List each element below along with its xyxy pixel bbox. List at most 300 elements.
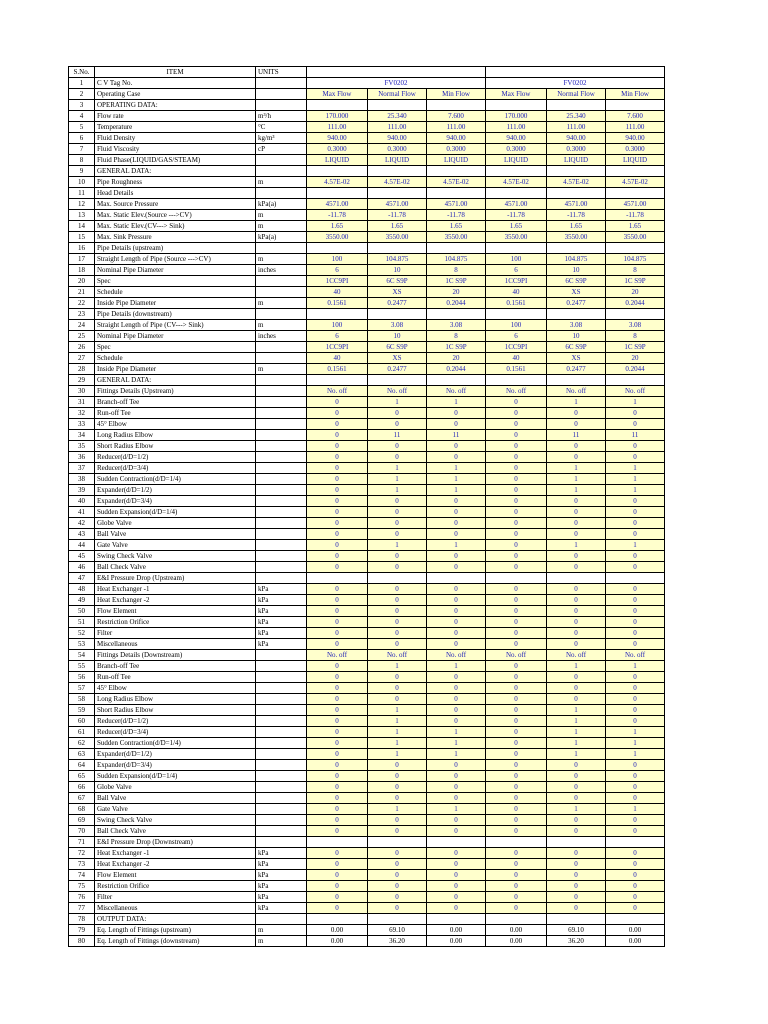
units-cell [256,672,307,683]
row-number-cell: 21 [69,287,95,298]
item-cell: Short Radius Elbow [95,441,256,452]
item-cell: Run-off Tee [95,672,256,683]
value-cell: 0 [427,892,486,903]
table-row [69,848,665,859]
section-row [69,573,665,584]
value-cell: 0 [486,540,547,551]
units-cell: m [256,254,307,265]
value-cell: 0 [427,419,486,430]
value-cell: 0 [427,452,486,463]
value-cell: 0 [547,859,606,870]
value-cell: 1C S9P [427,342,486,353]
row-number-cell: 68 [69,804,95,815]
value-cell: 0 [547,628,606,639]
value-cell: 0.2477 [368,298,427,309]
row-number-cell: 64 [69,760,95,771]
value-cell: 104.875 [427,254,486,265]
value-cell: 1 [606,397,665,408]
value-cell: No. off [606,386,665,397]
value-cell: 0.00 [307,936,368,947]
value-cell: 0 [368,584,427,595]
value-cell: 36.20 [547,936,606,947]
table-row [69,254,665,265]
table-row [69,804,665,815]
units-cell: m [256,210,307,221]
value-cell: 0 [307,485,368,496]
units-cell [256,496,307,507]
table-row [69,419,665,430]
value-cell: 1C S9P [606,342,665,353]
value-cell: 0 [547,452,606,463]
value-cell: 0 [486,408,547,419]
value-cell: 0.1561 [486,298,547,309]
value-cell: 0 [547,782,606,793]
units-cell [256,452,307,463]
row-number-cell: 37 [69,463,95,474]
value-cell: 0 [606,529,665,540]
item-cell: Long Radius Elbow [95,430,256,441]
value-cell: 0 [486,694,547,705]
value-cell: 0 [427,606,486,617]
units-cell: kPa [256,881,307,892]
row-number-cell: 4 [69,111,95,122]
value-cell: 1 [427,474,486,485]
value-cell: 0 [547,617,606,628]
value-cell: 0 [486,782,547,793]
value-cell: 940.00 [307,133,368,144]
value-cell: 1 [368,397,427,408]
units-cell [256,749,307,760]
value-cell: 111.00 [368,122,427,133]
empty-value-cell [427,837,486,848]
units-cell [256,243,307,254]
value-cell: 0 [307,639,368,650]
table-row [69,639,665,650]
value-cell: 0.3000 [486,144,547,155]
header-case-group-2 [486,67,665,78]
value-cell: 1CC9PI [486,276,547,287]
units-cell [256,914,307,925]
value-cell: 3.08 [606,320,665,331]
value-cell: 0 [307,881,368,892]
row-number-cell: 60 [69,716,95,727]
table-row [69,694,665,705]
table-row [69,628,665,639]
empty-value-cell [606,573,665,584]
row-number-cell: 17 [69,254,95,265]
value-cell: 0 [547,815,606,826]
value-cell: XS [368,353,427,364]
empty-value-cell [368,188,427,199]
value-cell: 0 [307,661,368,672]
value-cell: No. off [486,386,547,397]
value-cell: 0 [606,507,665,518]
empty-value-cell [307,188,368,199]
value-cell: 0 [427,683,486,694]
empty-value-cell [486,914,547,925]
value-cell: 100 [486,254,547,265]
value-cell: 4.57E-02 [606,177,665,188]
units-cell [256,474,307,485]
item-cell: Head Details [95,188,256,199]
row-number-cell: 62 [69,738,95,749]
row-number-cell: 35 [69,441,95,452]
units-cell: kPa [256,617,307,628]
item-cell: Inside Pipe Diameter [95,364,256,375]
value-cell: 0 [368,595,427,606]
value-cell: 0 [368,826,427,837]
table-row [69,298,665,309]
value-cell: 0 [606,859,665,870]
units-cell [256,518,307,529]
value-cell: 1 [606,661,665,672]
value-cell: No. off [427,386,486,397]
row-number-cell: 52 [69,628,95,639]
table-row [69,705,665,716]
value-cell: 0 [307,474,368,485]
value-cell: 40 [307,353,368,364]
table-row [69,320,665,331]
table-row [69,287,665,298]
units-cell [256,705,307,716]
value-cell: 0 [427,496,486,507]
row-number-cell: 33 [69,419,95,430]
value-cell: 0 [307,826,368,837]
units-cell [256,650,307,661]
value-cell: 11 [368,430,427,441]
value-cell: 0 [368,892,427,903]
value-cell: 1 [427,397,486,408]
units-cell [256,188,307,199]
value-cell: 0 [307,507,368,518]
value-cell: LIQUID [606,155,665,166]
value-cell: 0 [427,562,486,573]
value-cell: 3550.00 [547,232,606,243]
value-cell: -11.78 [368,210,427,221]
value-cell: 0 [307,408,368,419]
item-cell: Ball Check Valve [95,826,256,837]
value-cell: 10 [547,331,606,342]
value-cell: No. off [547,386,606,397]
units-cell [256,430,307,441]
value-cell: Max Flow [307,89,368,100]
value-cell: 0 [606,562,665,573]
units-cell: kPa [256,606,307,617]
value-cell: 0 [427,639,486,650]
value-cell: 4571.00 [486,199,547,210]
empty-value-cell [606,309,665,320]
value-cell: LIQUID [427,155,486,166]
section-row [69,166,665,177]
value-cell: 0 [368,452,427,463]
value-cell: 0 [486,716,547,727]
row-number-cell: 7 [69,144,95,155]
empty-value-cell [547,309,606,320]
value-cell: 0 [486,485,547,496]
value-cell: 0 [547,639,606,650]
value-cell: 0 [606,892,665,903]
value-cell: 0 [368,606,427,617]
value-cell: 0 [486,672,547,683]
empty-value-cell [486,573,547,584]
units-cell [256,166,307,177]
units-cell: m [256,936,307,947]
value-cell: No. off [307,650,368,661]
empty-value-cell [486,837,547,848]
value-cell: 0 [307,452,368,463]
units-cell: m [256,364,307,375]
value-cell: 0 [307,584,368,595]
value-cell: 4571.00 [307,199,368,210]
value-cell: 0 [606,793,665,804]
table-row [69,386,665,397]
row-number-cell: 69 [69,815,95,826]
units-cell: kPa [256,903,307,914]
empty-value-cell [368,166,427,177]
item-cell: Spec [95,342,256,353]
value-cell: 1 [547,463,606,474]
item-cell: Sudden Expansion(d/D=1/4) [95,771,256,782]
value-cell: 0 [368,870,427,881]
empty-value-cell [606,188,665,199]
value-cell: 0 [547,551,606,562]
table-row [69,342,665,353]
value-cell: 0 [486,749,547,760]
value-cell: LIQUID [486,155,547,166]
item-cell: Reducer(d/D=3/4) [95,727,256,738]
row-number-cell: 66 [69,782,95,793]
table-row [69,441,665,452]
value-cell: -11.78 [307,210,368,221]
value-cell: 0 [486,463,547,474]
value-cell: 36.20 [368,936,427,947]
empty-value-cell [307,243,368,254]
table-row [69,672,665,683]
value-cell: 0 [606,452,665,463]
empty-value-cell [368,243,427,254]
value-cell: 0 [368,694,427,705]
value-cell: 0 [547,870,606,881]
value-cell: 0 [547,529,606,540]
value-cell: 0 [307,419,368,430]
value-cell: 0 [427,518,486,529]
value-cell: 7.600 [606,111,665,122]
units-cell [256,397,307,408]
value-cell: 11 [547,430,606,441]
item-cell: Heat Exchanger -1 [95,584,256,595]
value-cell: 170.000 [486,111,547,122]
value-cell: 0 [368,617,427,628]
value-cell: 0 [368,683,427,694]
item-cell: Heat Exchanger -2 [95,595,256,606]
value-cell: 0.2477 [547,364,606,375]
value-cell: 1.65 [368,221,427,232]
units-cell: kPa [256,584,307,595]
header-item: ITEM [95,67,256,78]
row-number-cell: 47 [69,573,95,584]
value-cell: 0 [307,529,368,540]
row-number-cell: 41 [69,507,95,518]
value-cell: 0 [307,727,368,738]
value-cell: 0 [368,815,427,826]
item-cell: GENERAL DATA: [95,166,256,177]
value-cell: 0 [486,683,547,694]
table-row [69,749,665,760]
value-cell: 1.65 [547,221,606,232]
value-cell: 0 [307,760,368,771]
value-cell: 1 [547,749,606,760]
value-cell: 0 [486,804,547,815]
value-cell: 0 [307,749,368,760]
row-number-cell: 46 [69,562,95,573]
row-number-cell: 63 [69,749,95,760]
value-cell: 0 [606,683,665,694]
value-cell: 940.00 [486,133,547,144]
row-number-cell: 42 [69,518,95,529]
value-cell: 0 [427,760,486,771]
table-row [69,210,665,221]
value-cell: 1 [547,661,606,672]
units-cell: °C [256,122,307,133]
value-cell: 0 [368,529,427,540]
units-cell [256,661,307,672]
row-number-cell: 1 [69,78,95,89]
empty-value-cell [307,837,368,848]
value-cell: 6 [486,265,547,276]
value-cell: 6 [307,331,368,342]
empty-value-cell [547,837,606,848]
empty-value-cell [368,309,427,320]
units-cell: kPa [256,892,307,903]
row-number-cell: 77 [69,903,95,914]
value-cell: 0 [307,705,368,716]
value-cell: 20 [606,353,665,364]
value-cell: 1 [368,716,427,727]
empty-value-cell [606,100,665,111]
row-number-cell: 39 [69,485,95,496]
value-cell: 4571.00 [427,199,486,210]
value-cell: 0 [547,562,606,573]
value-cell: 0 [547,441,606,452]
empty-value-cell [307,309,368,320]
value-cell: 0 [368,496,427,507]
value-cell: 0 [368,782,427,793]
item-cell: Straight Length of Pipe (Source --->CV) [95,254,256,265]
value-cell: 1 [547,540,606,551]
row-number-cell: 27 [69,353,95,364]
units-cell: inches [256,331,307,342]
value-cell: 3550.00 [368,232,427,243]
row-number-cell: 51 [69,617,95,628]
value-cell: 1 [606,738,665,749]
value-cell: 25.340 [547,111,606,122]
table-row [69,430,665,441]
row-number-cell: 15 [69,232,95,243]
row-number-cell: 65 [69,771,95,782]
value-cell: 0 [606,881,665,892]
value-cell: 1 [606,804,665,815]
value-cell: 0 [427,859,486,870]
value-cell: 100 [307,254,368,265]
value-cell: 0 [307,804,368,815]
value-cell: 0 [606,760,665,771]
value-cell: 0 [307,870,368,881]
value-cell: 3.08 [547,320,606,331]
value-cell: 0.1561 [307,298,368,309]
item-cell: OPERATING DATA: [95,100,256,111]
value-cell: 0.3000 [368,144,427,155]
value-cell: 0.00 [606,936,665,947]
item-cell: Heat Exchanger -1 [95,848,256,859]
units-cell [256,540,307,551]
value-cell: 0 [307,694,368,705]
value-cell: 0 [606,771,665,782]
table-row [69,474,665,485]
value-cell: 1C S9P [606,276,665,287]
row-number-cell: 6 [69,133,95,144]
value-cell: 0 [486,815,547,826]
units-cell [256,815,307,826]
value-cell: 1.65 [486,221,547,232]
row-number-cell: 22 [69,298,95,309]
case-tag-cell: FV0202 [486,78,665,89]
item-cell: Gate Valve [95,804,256,815]
value-cell: 0 [486,892,547,903]
value-cell: 1 [368,804,427,815]
value-cell: 3550.00 [486,232,547,243]
value-cell: 0 [606,672,665,683]
value-cell: 0 [427,782,486,793]
value-cell: 0.00 [486,925,547,936]
value-cell: 1CC9PI [486,342,547,353]
row-number-cell: 70 [69,826,95,837]
value-cell: 40 [486,353,547,364]
units-cell: m [256,221,307,232]
value-cell: 0 [486,848,547,859]
value-cell: 0 [307,496,368,507]
value-cell: 0 [427,848,486,859]
value-cell: 1 [368,727,427,738]
value-cell: 0.3000 [307,144,368,155]
row-number-cell: 57 [69,683,95,694]
empty-value-cell [547,375,606,386]
value-cell: 0 [547,507,606,518]
item-cell: Swing Check Valve [95,815,256,826]
value-cell: 0 [427,617,486,628]
value-cell: 0 [606,606,665,617]
table-row [69,584,665,595]
row-number-cell: 2 [69,89,95,100]
empty-value-cell [547,914,606,925]
value-cell: 40 [486,287,547,298]
section-row [69,309,665,320]
table-row [69,331,665,342]
value-cell: 111.00 [547,122,606,133]
value-cell: No. off [307,386,368,397]
table-row [69,276,665,287]
value-cell: 0 [368,507,427,518]
item-cell: Straight Length of Pipe (CV---> Sink) [95,320,256,331]
value-cell: 0 [368,639,427,650]
empty-value-cell [486,309,547,320]
value-cell: LIQUID [547,155,606,166]
value-cell: 6C S9P [368,276,427,287]
value-cell: 3.08 [368,320,427,331]
value-cell: 0 [368,760,427,771]
value-cell: 0 [547,595,606,606]
value-cell: 0 [547,771,606,782]
value-cell: 0 [368,408,427,419]
